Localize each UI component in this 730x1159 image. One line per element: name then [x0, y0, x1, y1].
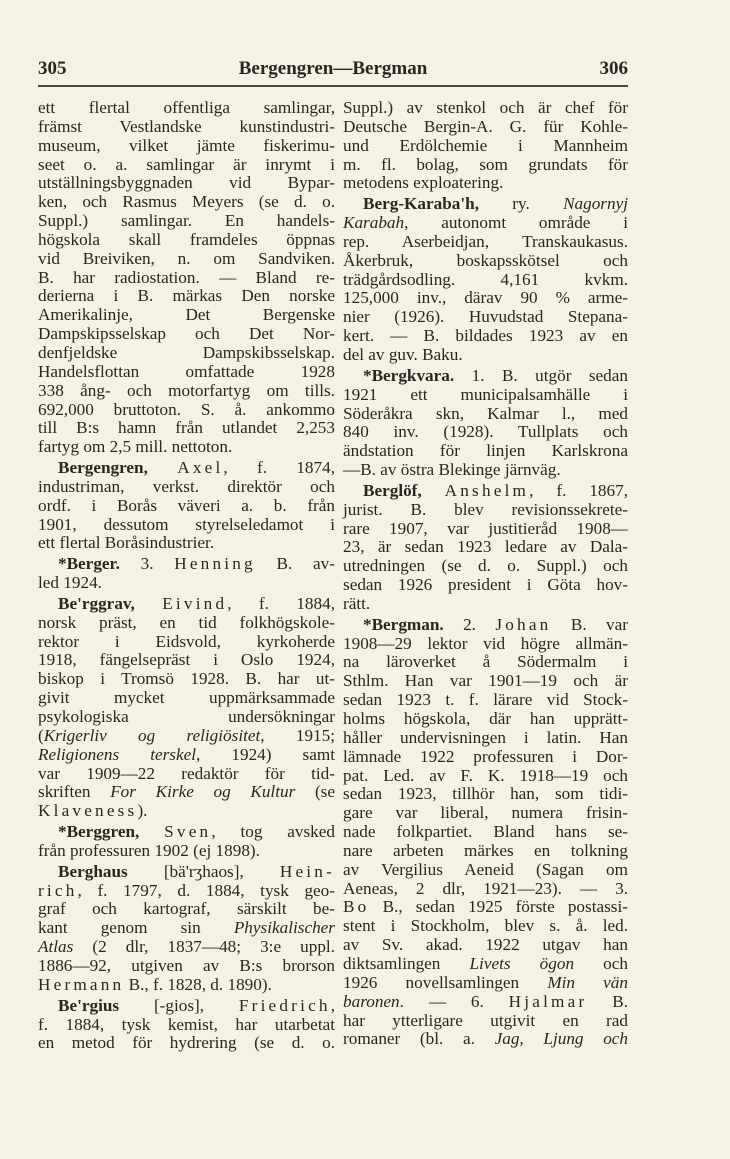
text-line — [343, 672, 628, 691]
text-run: B. har radiostation. — Bland re- — [38, 267, 335, 287]
text-run: seet o. a. samlingar är inrymt i — [38, 154, 335, 174]
text-line — [343, 898, 628, 917]
text-run: till B:s hamn från utlandet 2,253 — [38, 418, 335, 438]
text-run: del av guv. Baku. — [343, 344, 463, 364]
text-run: holms högskola, där han upprätt- — [343, 709, 628, 728]
text-run: främst Vestlandske kunstindustri- — [38, 116, 335, 136]
text-line — [343, 616, 628, 635]
text-run: m. fl. bolag, som grundats för — [343, 154, 628, 174]
text-run: 1921 ett municipalsamhälle i — [343, 384, 628, 404]
entry-paragraph — [38, 997, 335, 1054]
text-run: B., sedan 1925 förste postassi- — [369, 897, 628, 917]
text-run: ( — [38, 725, 44, 745]
text-run: [-gios], — [119, 995, 239, 1015]
text-run: en metod för hydrering (se d. o. — [38, 1033, 335, 1053]
text-line — [343, 691, 628, 710]
column-left — [38, 99, 335, 1053]
spaced-name: Henning — [174, 554, 256, 574]
spaced-name: Eivind — [162, 593, 228, 613]
italic-title: Karabah — [343, 213, 405, 233]
text-line — [38, 231, 335, 250]
text-line — [38, 363, 335, 382]
text-run: 23, är sedan 1923 ledare av Dala- — [343, 537, 628, 557]
page-number-left: 305 — [38, 58, 67, 79]
text-run: Deutsche Bergin-A. G. für Kohle- — [343, 116, 628, 136]
text-run: vid Breiviken, n. om Sandviken. — [38, 248, 335, 268]
text-run: gare var liberal, numera frisin- — [343, 803, 628, 823]
text-run: 1918, fängelsepräst i Oslo 1924, — [38, 650, 335, 670]
text-line — [38, 478, 335, 497]
text-run: pat. Led. av F. K. 1918—19 och — [343, 765, 628, 785]
text-line — [38, 863, 335, 882]
text-run: Sthlm. Han var 1901—19 och är — [343, 671, 628, 691]
text-run: rätt. — [343, 593, 371, 613]
entry-paragraph — [343, 482, 628, 614]
italic-title: Atlas — [38, 937, 74, 957]
entry-paragraph — [38, 863, 335, 995]
text-run: nade folkpartiet. Bland hans se- — [343, 822, 628, 842]
text-line — [38, 633, 335, 652]
text-line — [38, 976, 335, 995]
spaced-name: Hein- — [279, 861, 335, 881]
text-line — [343, 767, 628, 786]
text-run: norsk präst, en tid folkhögskole- — [38, 612, 335, 632]
text-line — [38, 174, 335, 193]
text-line — [38, 900, 335, 919]
text-run: Amerikalinje, Det Bergenske — [38, 305, 335, 325]
text-run: givit mycket uppmärksammade — [38, 688, 335, 708]
text-line — [343, 993, 628, 1012]
text-run — [148, 458, 177, 477]
spaced-name: Friedrich — [238, 995, 331, 1015]
text-run: (2 dlr, 1837—48; 3:e uppl. — [73, 937, 335, 957]
text-run: ). — [137, 801, 148, 821]
text-run: , — [330, 995, 335, 1015]
text-run: av Vergilius Aeneid (Sagan om — [343, 859, 628, 879]
entry-paragraph — [343, 367, 628, 480]
spaced-name: Axel — [177, 458, 224, 478]
text-line — [343, 1030, 628, 1049]
text-line — [343, 785, 628, 804]
italic-title: For Kirke og Kultur — [110, 782, 296, 802]
column-right — [343, 99, 628, 1049]
entry-paragraph — [343, 616, 628, 1049]
text-line — [38, 938, 335, 957]
text-line — [38, 555, 335, 574]
text-run: var 1909—22 redaktör för tid- — [38, 763, 335, 783]
text-line — [38, 783, 335, 802]
text-run: nier (1926). Huvudstad Stepana- — [343, 307, 628, 327]
text-line — [38, 1016, 335, 1035]
text-run: håller undervisningen i latin. Han — [343, 727, 628, 747]
text-run: sedan 1923 t. f. lärare vid Stock- — [343, 690, 628, 710]
text-run: 125,000 inv., därav 90 % arme- — [343, 288, 628, 308]
text-line — [38, 459, 335, 478]
text-run: 692,000 bruttoton. S. å. ankommo — [38, 399, 335, 419]
text-line — [38, 670, 335, 689]
text-run: museum, vilket jämte fiskerimu- — [38, 135, 335, 155]
text-run: utredningen (se d. o. Suppl.) och — [343, 556, 628, 576]
text-line — [343, 99, 628, 118]
spaced-name: Hjalmar — [508, 991, 588, 1011]
text-run: derierna i B. märkas Den norske — [38, 286, 335, 306]
text-line — [38, 382, 335, 401]
text-line — [38, 193, 335, 212]
headword: *Bergman. — [363, 614, 444, 634]
text-run: B. var — [551, 614, 628, 634]
text-line — [343, 386, 628, 405]
text-run: trädgårdsodling. 4,161 kvkm. — [343, 269, 628, 289]
text-run: högskola skall framdeles öppnas — [38, 229, 335, 249]
text-line — [343, 423, 628, 442]
italic-title: Jag, Ljung och — [494, 1029, 629, 1049]
text-line — [343, 461, 628, 480]
text-line — [343, 501, 628, 520]
text-run: ken, och Rasmus Meyers (se d. o. — [38, 192, 335, 212]
text-line — [38, 957, 335, 976]
text-line — [38, 118, 335, 137]
text-line — [343, 861, 628, 880]
text-run: ett flertal offentliga samlingar, — [38, 98, 335, 117]
text-run: Söderåkra skn, Kalmar l., med — [343, 403, 628, 423]
text-line — [38, 919, 335, 938]
spaced-name: Anshelm — [444, 480, 530, 500]
spaced-name: Hermann — [38, 974, 125, 994]
text-line — [38, 497, 335, 516]
text-line — [343, 308, 628, 327]
text-line — [38, 651, 335, 670]
text-run: rektor i Eidsvold, kyrkoherde — [38, 631, 335, 651]
text-run: , autonomt område i — [404, 213, 628, 233]
text-run: , tog avsked — [211, 822, 335, 842]
text-line — [343, 729, 628, 748]
text-line — [343, 252, 628, 271]
text-line — [38, 595, 335, 614]
text-run: stent i Stockholm, blev s. å. led. — [343, 916, 628, 936]
text-run: metodens exploatering. — [343, 173, 504, 193]
italic-title: Krigerliv og religiösitet — [43, 725, 261, 745]
text-line — [38, 438, 335, 457]
headword: Berghaus — [58, 861, 128, 881]
text-run: Åkerbruk, boskapsskötsel och — [343, 250, 628, 270]
text-line — [343, 595, 628, 614]
italic-title: Nagornyj — [563, 194, 628, 214]
headword: Be'rgius — [58, 995, 120, 1015]
text-run: 840 inv. (1928). Tullplats och — [343, 422, 628, 442]
text-line — [343, 214, 628, 233]
text-run: utställningsbyggnaden vid Bypar- — [38, 173, 335, 193]
text-run: 1901, dessutom styrelseledamot i — [38, 514, 335, 534]
text-line — [38, 574, 335, 593]
text-line — [38, 212, 335, 231]
text-line — [38, 419, 335, 438]
text-line — [38, 708, 335, 727]
header-rule — [38, 85, 628, 87]
text-line — [343, 271, 628, 290]
text-line — [38, 842, 335, 861]
text-run: kert. — B. bildades 1923 av en — [343, 326, 628, 346]
spaced-name: rich — [38, 880, 78, 900]
text-line — [38, 534, 335, 553]
text-run: , f. 1874, — [223, 458, 335, 478]
text-line — [38, 156, 335, 175]
text-line — [343, 346, 628, 365]
text-line — [343, 653, 628, 672]
headword: *Berger. — [58, 554, 120, 574]
text-line — [38, 325, 335, 344]
text-line — [343, 289, 628, 308]
text-run: psykologiska undersökningar — [38, 707, 335, 726]
entry-paragraph — [38, 595, 335, 821]
text-line — [38, 689, 335, 708]
text-line — [38, 802, 335, 821]
text-run: jurist. B. blev revisionssekrete- — [343, 499, 628, 519]
text-run: sedan 1923, tillhör han, som tidi- — [343, 784, 628, 804]
text-run: biskop i Tromsö 1928. B. har ut- — [38, 669, 335, 689]
headword: *Bergkvara. — [363, 365, 455, 385]
headword: *Berggren, — [58, 822, 140, 842]
text-run: har ytterligare utgivit en rad — [343, 1010, 628, 1030]
entry-paragraph — [38, 555, 335, 593]
italic-title: Physikalischer — [233, 918, 335, 938]
text-run: f. 1884, tysk kemist, har utarbetat — [38, 1014, 335, 1034]
text-line — [38, 746, 335, 765]
text-run: —B. av östra Blekinge järnväg. — [343, 460, 561, 480]
headword: Be'rggrav, — [58, 593, 135, 613]
entry-paragraph — [38, 459, 335, 553]
text-run: ry. — [479, 194, 564, 214]
text-line — [38, 727, 335, 746]
text-run: och — [574, 953, 628, 973]
running-header — [38, 58, 628, 84]
text-line — [343, 520, 628, 539]
continued-paragraph — [38, 99, 335, 457]
text-run: 1. B. utgör sedan — [454, 365, 628, 385]
page-number-right: 306 — [599, 58, 628, 79]
text-line — [38, 344, 335, 363]
text-run: (se — [295, 782, 336, 802]
text-line — [38, 997, 335, 1016]
text-run: , f. 1867, — [529, 480, 628, 500]
text-line — [343, 576, 628, 595]
text-line — [343, 405, 628, 424]
headword: Berglöf, — [363, 480, 422, 500]
text-line — [343, 880, 628, 899]
text-line — [343, 955, 628, 974]
text-run — [139, 822, 164, 841]
text-line — [38, 269, 335, 288]
text-line — [343, 538, 628, 557]
text-run: , 1924) samt — [196, 744, 336, 764]
text-run: graf och kartograf, särskilt be- — [38, 899, 335, 919]
text-run: Dampskipsselskap och Det Nor- — [38, 324, 335, 344]
text-run: 1908—29 lektor vid högre allmän- — [343, 633, 628, 653]
text-run: industriman, verkst. direktör och — [38, 476, 335, 496]
text-run: , 1915; — [260, 725, 335, 745]
running-title: Bergengren—Bergman — [238, 58, 428, 79]
spaced-name: Johan — [495, 614, 552, 634]
text-line — [343, 557, 628, 576]
text-run — [135, 594, 162, 613]
text-run: und Erdölchemie i Mannheim — [343, 135, 628, 155]
text-run: 1886—92, utgiven av B:s brorson — [38, 955, 335, 975]
text-run: B. — [587, 991, 629, 1011]
italic-title: Livets ögon — [469, 953, 575, 973]
text-run: na läroverket å Södermalm i — [343, 652, 628, 672]
text-run: rare 1907, var justitieråd 1908— — [343, 518, 628, 538]
text-run: av Sv. akad. 1922 utgav han — [343, 935, 628, 955]
text-line — [38, 287, 335, 306]
text-run: skriften — [38, 782, 111, 802]
text-line — [343, 174, 628, 193]
text-run: Suppl.) av stenkol och är chef för — [343, 98, 628, 117]
headword: Bergengren, — [58, 458, 148, 478]
text-run: kant genom sin — [38, 918, 234, 938]
text-line — [343, 482, 628, 501]
text-line — [38, 250, 335, 269]
text-line — [38, 882, 335, 901]
text-line — [38, 765, 335, 784]
text-run: B. av- — [255, 554, 335, 574]
text-line — [343, 233, 628, 252]
text-line — [38, 99, 335, 118]
text-run: Handelsflottan omfattade 1928 — [38, 361, 335, 381]
text-line — [343, 936, 628, 955]
text-run: Aeneas, 2 dlr, 1921—23). — 3. — [343, 878, 628, 898]
text-line — [343, 635, 628, 654]
text-run — [422, 481, 445, 500]
text-run: . — 6. — [399, 991, 509, 1011]
text-line — [343, 974, 628, 993]
text-run: 2. — [443, 614, 496, 634]
text-run: lämnade 1922 professuren i Dor- — [343, 746, 628, 766]
text-run: denfjeldske Dampskibsselskap. — [38, 342, 335, 362]
text-line — [343, 710, 628, 729]
text-line — [343, 917, 628, 936]
text-line — [343, 842, 628, 861]
text-run: 3. — [119, 554, 175, 574]
text-run: ett flertal Boråsindustrier. — [38, 533, 215, 553]
text-run: led 1924. — [38, 573, 102, 593]
text-line — [38, 823, 335, 842]
text-line — [343, 442, 628, 461]
italic-title: Religionens terskel — [38, 744, 197, 764]
text-line — [343, 118, 628, 137]
text-line — [343, 156, 628, 175]
italic-title: baronen — [343, 991, 400, 1011]
spaced-name: Bo — [343, 897, 370, 917]
text-run: romaner (bl. a. — [343, 1029, 495, 1049]
text-run: 338 ång- och motorfartyg om tills. — [38, 380, 335, 400]
text-line — [343, 137, 628, 156]
text-run: rep. Aserbeidjan, Transkaukasus. — [343, 231, 628, 251]
text-line — [343, 327, 628, 346]
text-line — [343, 1012, 628, 1031]
text-run: ordf. i Borås väveri a. b. från — [38, 495, 335, 515]
text-run: fartyg om 2,5 mill. nettoton. — [38, 437, 233, 457]
text-line — [343, 195, 628, 214]
text-run: Suppl.) samlingar. En handels- — [38, 211, 335, 231]
text-line — [343, 823, 628, 842]
entry-paragraph — [38, 823, 335, 861]
text-line — [38, 614, 335, 633]
text-line — [38, 401, 335, 420]
text-line — [38, 1034, 335, 1053]
text-line — [343, 748, 628, 767]
text-run: [bä'rʒhaos], — [127, 861, 280, 881]
spaced-name: Klaveness — [38, 801, 138, 821]
text-run: sedan 1926 president i Göta hov- — [343, 575, 628, 595]
text-run: , f. 1797, d. 1884, tysk geo- — [77, 880, 335, 900]
continued-paragraph — [343, 99, 628, 193]
text-run: ändstation för linjen Karlskrona — [343, 441, 628, 461]
text-line — [38, 306, 335, 325]
text-line — [343, 804, 628, 823]
text-run: 1926 novellsamlingen — [343, 972, 548, 992]
text-run: , f. 1884, — [227, 593, 335, 613]
text-line — [38, 516, 335, 535]
text-line — [343, 367, 628, 386]
spaced-name: Sven — [164, 822, 212, 842]
headword: Berg-Karaba'h, — [363, 194, 480, 214]
text-run: från professuren 1902 (ej 1898). — [38, 840, 260, 860]
italic-title: Min vän — [547, 972, 628, 992]
text-run: diktsamlingen — [343, 953, 470, 973]
entry-paragraph — [343, 195, 628, 365]
text-run: B., f. 1828, d. 1890). — [124, 974, 272, 994]
text-run: nare arbeten märkes en tolkning — [343, 840, 628, 860]
text-line — [38, 137, 335, 156]
